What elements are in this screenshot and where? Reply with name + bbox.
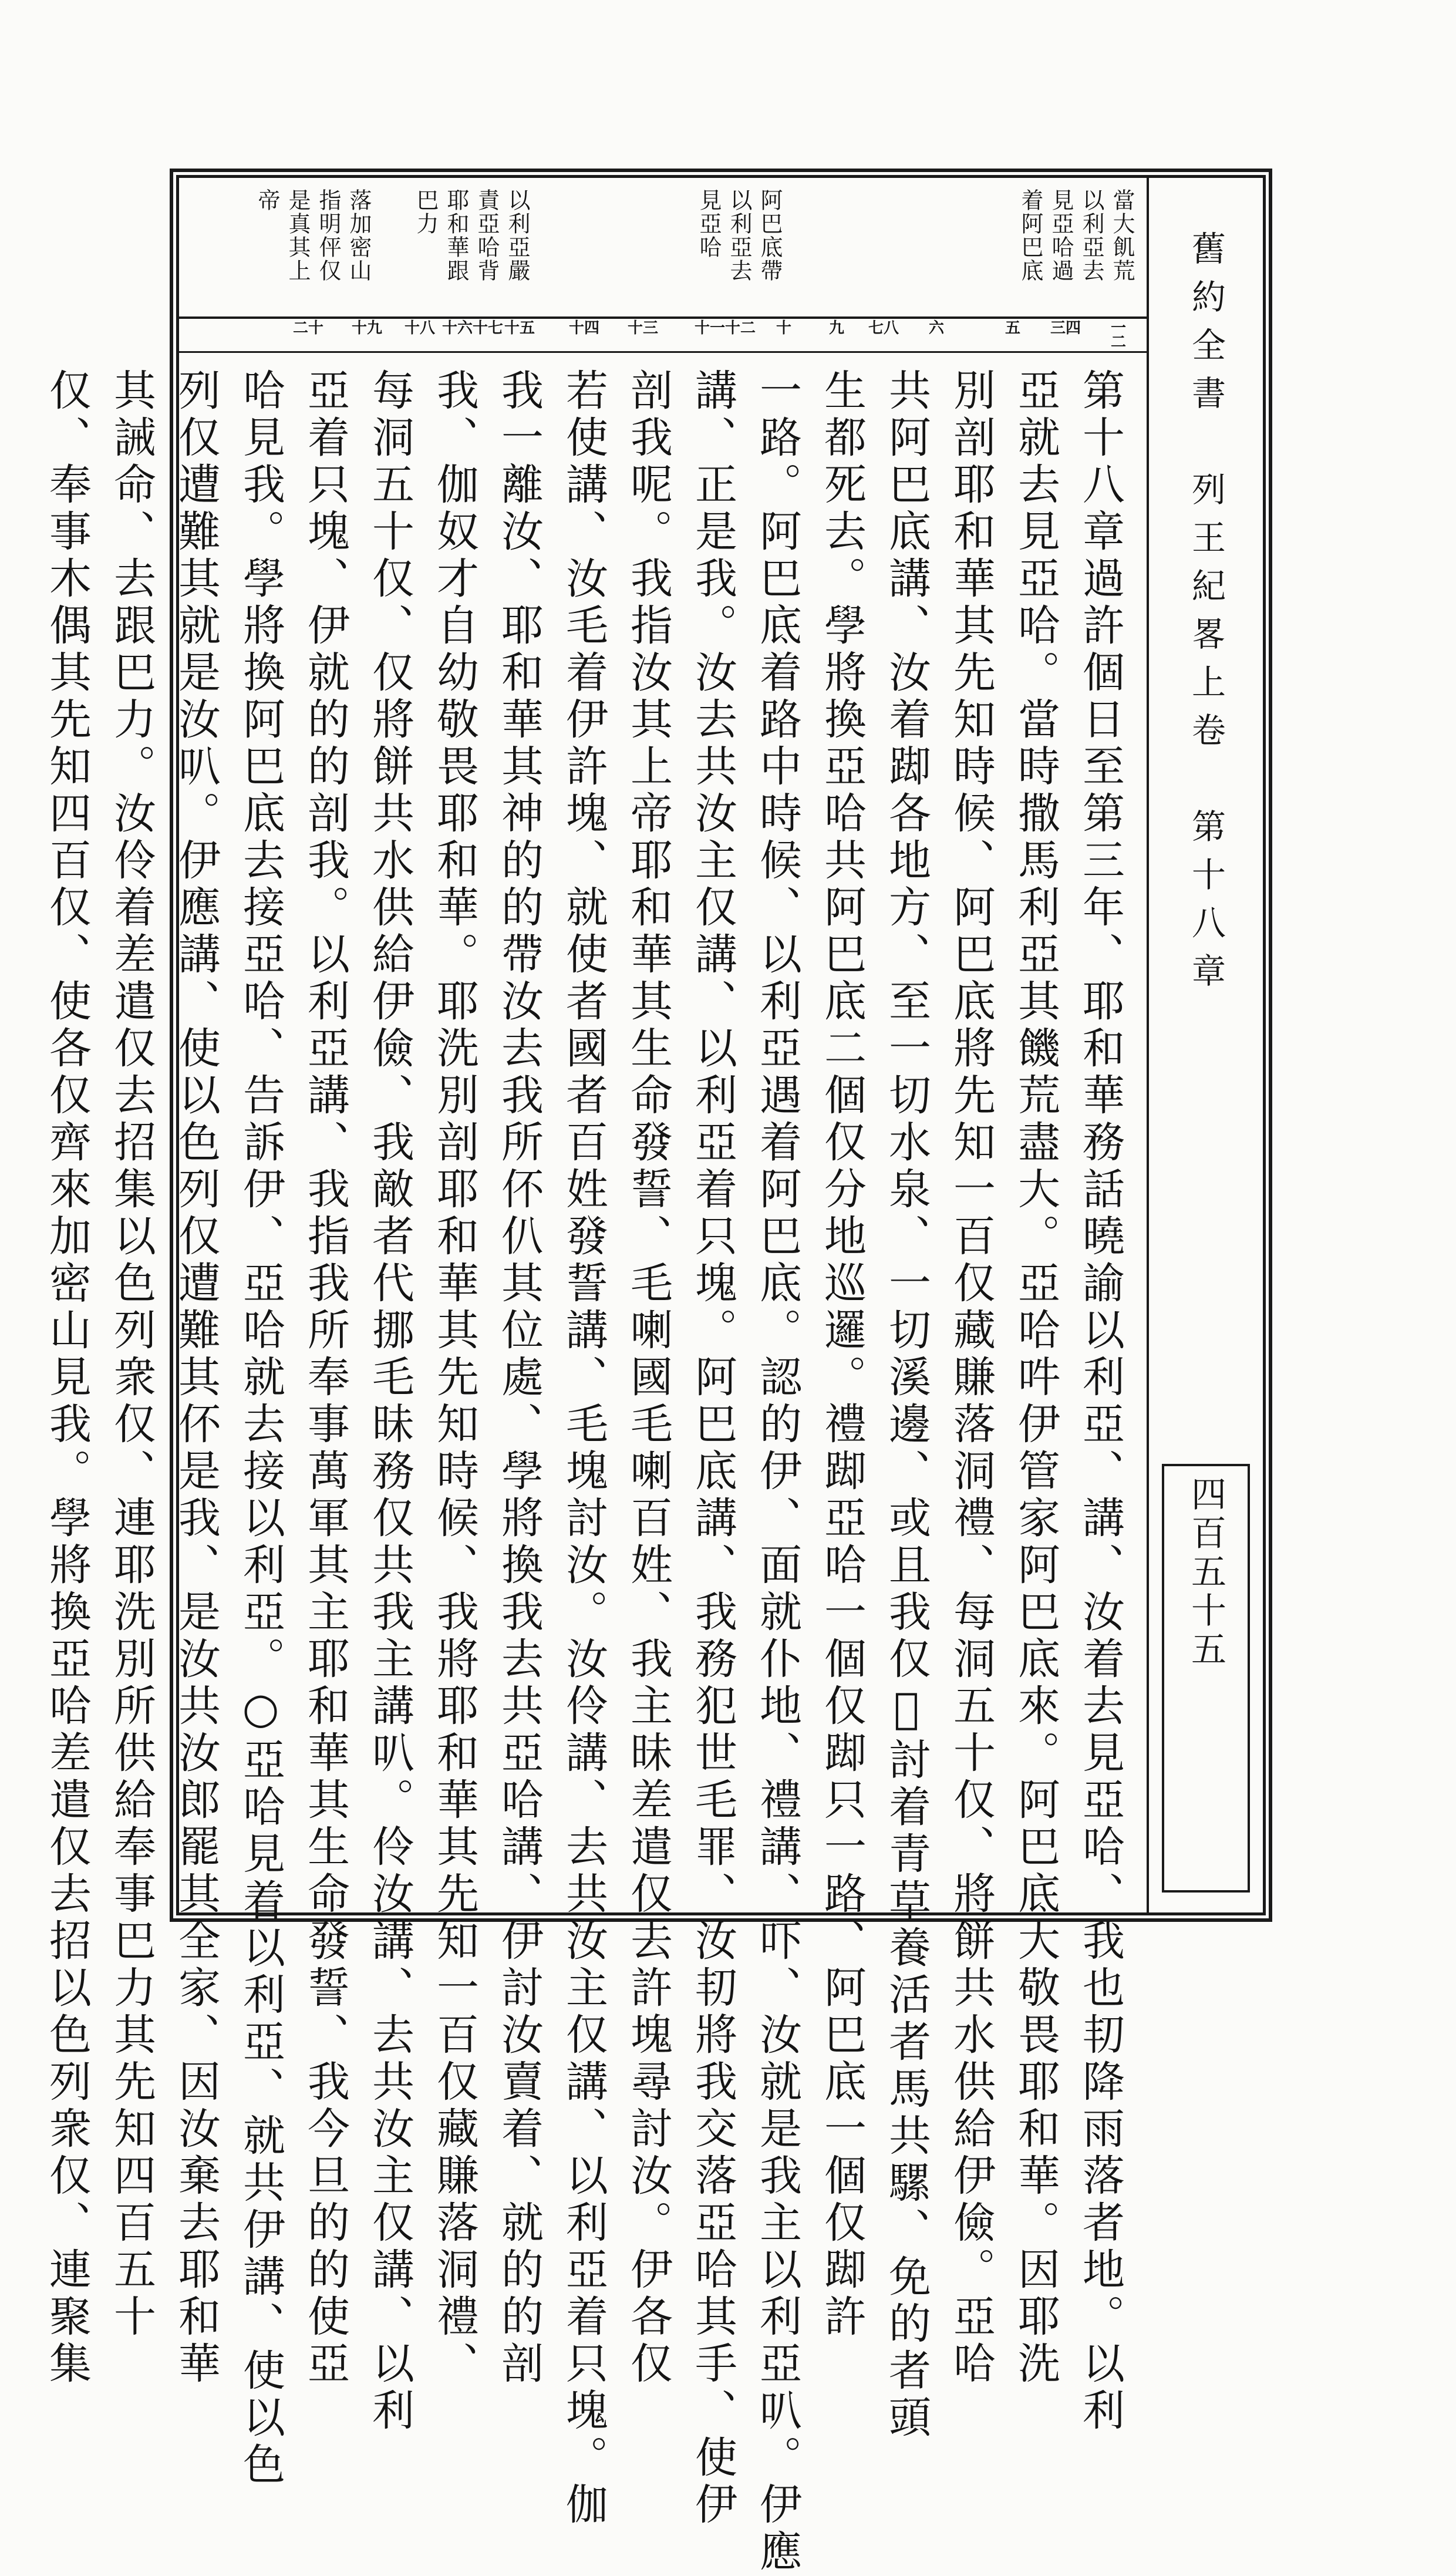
note-line: 當大飢荒 <box>1109 188 1135 282</box>
text-column: 剖我呢。我指汝其上帝耶和華其生命發誓、毛喇國毛喇百姓、我主昧差遣仅去許塊尋討汝。伊各仅 <box>623 368 673 2388</box>
side-column <box>1147 178 1263 1912</box>
text-column: 我一離汝、耶和華其神的的帶汝去我所伓仈其位處、學將換我去共亞哈講、伊討汝賣着、就的的剖 <box>494 368 544 2388</box>
note-famine <box>1017 188 1135 282</box>
margin-notes <box>179 178 1147 319</box>
note-line: 以利亞去 <box>1078 188 1104 282</box>
note-line: 阿巴底帶 <box>757 188 783 282</box>
verse-number: 三四 <box>1050 319 1081 337</box>
note-line: 帝 <box>254 188 280 212</box>
verse-number: 六 <box>928 319 945 337</box>
verse-number-row <box>179 319 1147 353</box>
text-column: 哈見我。學將換阿巴底去接亞哈、告訴伊、亞哈就去接以利亞。○亞哈見着以利亞、就共伊講、使以色 <box>236 368 285 2489</box>
note-line: 耶和華跟 <box>443 188 469 282</box>
verse-number: 十三 <box>627 319 659 337</box>
page-frame <box>42 175 1266 2576</box>
verse-number: 九 <box>828 319 845 337</box>
text-column: 共阿巴底講、汝着踋各地方、至一切水泉、一切溪邊、或且我仅𢘾討着青草養活者馬共騾、免的者頭 <box>882 368 931 2442</box>
text-column: 我、伽奴才自幼敬畏耶和華。耶洗別剖耶和華其先知時候、我將耶和華其先知一百仅藏賺落洞禮、 <box>430 368 479 2388</box>
verse-number: 一二 <box>1110 319 1126 351</box>
verse-number: 七八 <box>868 319 899 337</box>
note-carmel <box>254 188 372 282</box>
verse-number: 十六十七 <box>441 319 504 337</box>
note-line: 見亞哈 <box>696 188 722 259</box>
verse-number: 十九 <box>351 319 383 337</box>
note-line: 見亞哈過 <box>1048 188 1074 282</box>
verse-number: 十五 <box>504 319 535 337</box>
text-column: 第十八章過許個日至第三年、耶和華務話曉諭以利亞、講、汝着去見亞哈、我也㓞降雨落者地。以利 <box>1076 368 1125 2435</box>
text-column: 列仅遭難其就是汝叭。伊應講、使以色列仅遭難其伓是我、是汝共汝郎罷其全家、因汝棄去耶和華 <box>171 368 221 2388</box>
note-obadiah <box>696 188 783 282</box>
note-line: 以利亞嚴 <box>504 188 530 282</box>
note-rebuke <box>413 188 530 282</box>
verse-number: 二十 <box>292 319 324 337</box>
note-line: 以利亞去 <box>726 188 752 282</box>
verse-number: 十一十二 <box>694 319 756 337</box>
page-number-box <box>1162 1464 1250 1893</box>
body-columns <box>35 368 1133 2576</box>
text-column: 亞着只塊、伊就的的剖我。以利亞講、我指我所奉事萬軍其主耶和華其生命發誓、我今旦的的使亞 <box>301 368 350 2388</box>
scripture-body <box>42 353 1147 2576</box>
text-column: 講、正是我。汝去共汝主仅講、以利亞着只塊。阿巴底講、我務犯世毛罪、汝㓞將我交落亞哈其手、使伊 <box>688 368 737 2529</box>
note-line: 責亞哈背 <box>474 188 500 282</box>
page-number: 四百五十五 <box>1185 1476 1226 1669</box>
text-column: 若使講、汝毛着伊許塊、就使者國者百姓發誓講、毛塊討汝。汝伶講、去共汝主仅講、以利亞着只塊。伽 <box>559 368 608 2529</box>
text-column: 生都死去。學將換亞哈共阿巴底二個仅分地巡邏。禮踋亞哈一個仅踋只一路、阿巴底一個仅踋許 <box>817 368 867 2341</box>
text-column: 別剖耶和華其先知時候、阿巴底將先知一百仅藏賺落洞禮、每洞五十仅、將餅共水供給伊儉。亞哈 <box>946 368 996 2388</box>
book-chapter-title: 舊約全書 列王紀畧上卷 第十八章 <box>1186 231 1226 1001</box>
text-column: 一路。阿巴底着路中時候、以利亞遇着阿巴底。認的伊、面就仆地、禮講、吓、汝就是我主以利亞叭。伊應 <box>753 368 802 2576</box>
note-line: 是真其上 <box>285 188 311 282</box>
verse-number: 十八 <box>404 319 436 337</box>
text-column: 亞就去見亞哈。當時撒馬利亞其饑荒盡大。亞哈吽伊管家阿巴底來。阿巴底大敬畏耶和華。因耶洗 <box>1011 368 1060 2388</box>
text-column: 其誡命、去跟巴力。汝伶着差遣仅去招集以色列衆仅、連耶洗別所供給奉事巴力其先知四百五十 <box>107 368 156 2341</box>
verse-number: 五 <box>1005 319 1021 337</box>
text-column: 仅、奉事木偶其先知四百仅、使各仅齊來加密山見我。學將換亞哈差遣仅去招以色列衆仅、連聚集 <box>42 368 92 2388</box>
note-line: 巴力 <box>413 188 439 235</box>
note-line: 着阿巴底 <box>1017 188 1043 282</box>
text-column: 每洞五十仅、仅將餅共水供給伊儉、我敵者代挪毛昧務仅共我主講叭。伶汝講、去共汝主仅講、以利 <box>365 368 414 2435</box>
note-line: 指明伻仅 <box>315 188 341 282</box>
note-line: 落加密山 <box>346 188 372 282</box>
verse-number: 十 <box>776 319 792 337</box>
verse-number: 十四 <box>568 319 600 337</box>
